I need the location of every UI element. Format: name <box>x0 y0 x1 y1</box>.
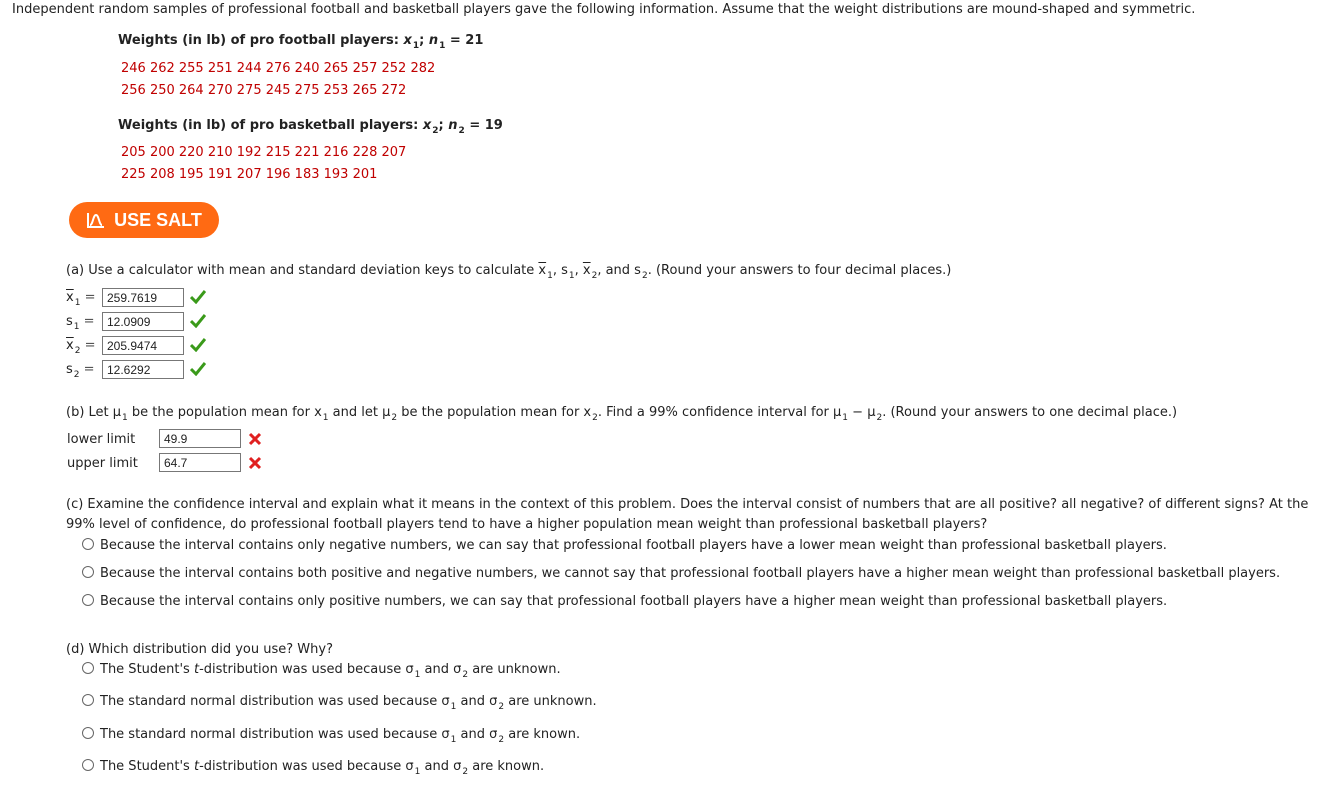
part-d-option-3[interactable]: The standard normal distribution was used because $\sigma_1$ and $\sigma_2$ are known. <box>82 727 580 742</box>
radio-button[interactable] <box>82 759 94 771</box>
football-data-row-2: 256 250 264 270 275 245 275 253 265 272 <box>121 83 407 98</box>
use-salt-button[interactable]: USE SALT <box>69 202 219 238</box>
part-c-prompt: (c) Examine the confidence interval and explain what it means in the context of this problem. Does the interval consist of numbers that are all positive? all negative? of different signs? At the 99% level of confidence, do professional football players tend to have a higher population mean weight than professional basketball players? <box>66 497 1309 532</box>
problem-intro: Independent random samples of professional football and basketball players gave the following information. Assume that the weight distributions are mound-shaped and symmetric. <box>12 2 1196 17</box>
radio-button[interactable] <box>82 538 94 550</box>
xbar1-label: $\overline{x}_1$ = <box>66 290 96 308</box>
s1-label: $s_1$ = <box>66 314 95 332</box>
s2-label: $s_2$ = <box>66 362 95 380</box>
basketball-heading: Weights (in lb) of pro basketball players: $x_2$; $n_2 = 19$ <box>118 118 503 136</box>
part-d-prompt: (d) Which distribution did you use? Why? <box>66 642 333 657</box>
xbar2-label: $\overline{x}_2$ = <box>66 338 96 356</box>
lower-limit-label: lower limit <box>67 432 136 447</box>
part-c-option-1[interactable]: Because the interval contains only negative numbers, we can say that professional football players have a lower mean weight than professional basketball players. <box>82 538 1167 553</box>
part-d-option-4[interactable]: The Student's t-distribution was used because $\sigma_1$ and $\sigma_2$ are known. <box>82 759 544 774</box>
radio-button[interactable] <box>82 594 94 606</box>
football-data-row-1: 246 262 255 251 244 276 240 265 257 252 282 <box>121 61 436 76</box>
part-d-option-1[interactable]: The Student's t-distribution was used because $\sigma_1$ and $\sigma_2$ are unknown. <box>82 662 561 677</box>
incorrect-x-icon <box>248 432 262 446</box>
correct-check-icon <box>190 314 206 328</box>
correct-check-icon <box>190 362 206 376</box>
radio-button[interactable] <box>82 694 94 706</box>
s2-input[interactable] <box>102 360 184 379</box>
part-c-option-3[interactable]: Because the interval contains only positive numbers, we can say that professional football players have a higher mean weight than professional basketball players. <box>82 594 1167 609</box>
xbar2-input[interactable] <box>102 336 184 355</box>
part-c-option-2[interactable]: Because the interval contains both positive and negative numbers, we cannot say that professional football players have a higher mean weight than professional basketball players. <box>82 566 1280 581</box>
part-d-option-2[interactable]: The standard normal distribution was used because $\sigma_1$ and $\sigma_2$ are unknown. <box>82 694 597 709</box>
basketball-data-row-1: 205 200 220 210 192 215 221 216 228 207 <box>121 145 407 160</box>
part-b-prompt: (b) Let $\mu_1$ be the population mean for $x_1$ and let $\mu_2$ be the population mean for $x_2$. Find a 99% confidence interval for $\mu_1 - \mu_2$. (Round your answers to one decimal place.) <box>66 405 1178 423</box>
radio-button[interactable] <box>82 727 94 739</box>
correct-check-icon <box>190 338 206 352</box>
upper-limit-input[interactable] <box>159 453 241 472</box>
xbar1-input[interactable] <box>102 288 184 307</box>
football-heading: Weights (in lb) of pro football players: $x_1$; $n_1 = 21$ <box>118 33 484 51</box>
incorrect-x-icon <box>248 456 262 470</box>
radio-button[interactable] <box>82 566 94 578</box>
s1-input[interactable] <box>102 312 184 331</box>
salt-graph-icon <box>86 211 106 229</box>
upper-limit-label: upper limit <box>67 456 138 471</box>
lower-limit-input[interactable] <box>159 429 241 448</box>
basketball-data-row-2: 225 208 195 191 207 196 183 193 201 <box>121 167 378 182</box>
part-a-prompt: (a) Use a calculator with mean and standard deviation keys to calculate $\overline{x}_1$, $s_1$, $\overline{x}_2$, and $s_2$. (Round your answers to four decimal places.) <box>66 263 952 281</box>
radio-button[interactable] <box>82 662 94 674</box>
correct-check-icon <box>190 290 206 304</box>
